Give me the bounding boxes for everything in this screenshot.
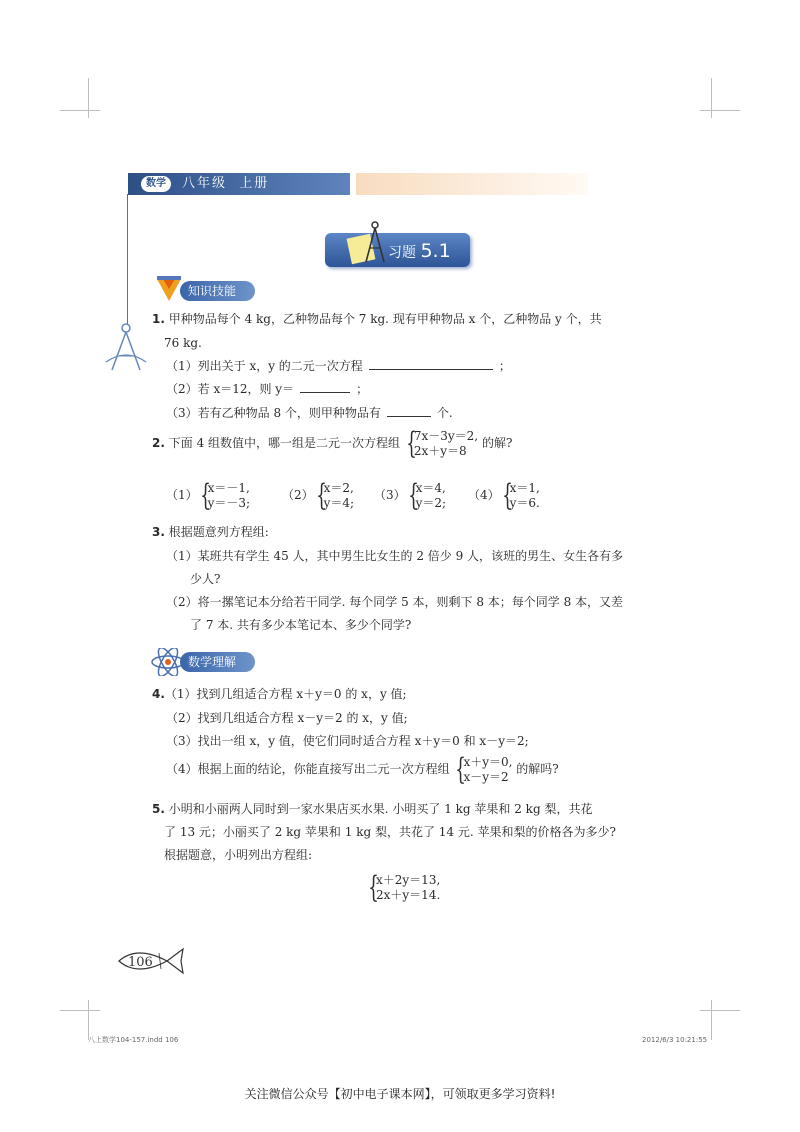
q2-equation-2: 2x＋y＝8: [413, 443, 467, 458]
pencil-tip-icon: [155, 275, 183, 303]
option-eq-b: y＝6.: [509, 495, 540, 510]
crop-mark: [60, 110, 100, 111]
q4-part1: [152, 684, 407, 704]
q1-part1: [166, 356, 511, 376]
q3-part1-line2: 少人?: [190, 572, 221, 586]
option-label: （3）: [374, 488, 406, 502]
q1-part2-text: （2）若 x＝12，则 y＝: [166, 382, 295, 396]
q3-part2-line1: （2）将一摞笔记本分给若干同学. 每个同学 5 本，则剩下 8 本；每个同学 8 本，又差: [166, 595, 624, 609]
print-file-info: 八上数学104-157.indd 106: [88, 1036, 179, 1044]
q1-part2: [166, 379, 368, 399]
option-eq-a: x＝2,: [323, 480, 354, 495]
option-label: （4）: [468, 488, 500, 502]
q5-number: 5.: [152, 802, 165, 816]
footer-note: 关注微信公众号【初中电子课本网】，可领取更多学习资料!: [244, 1087, 556, 1101]
q4-part4-text: （4）根据上面的结论，你能直接写出二元一次方程组: [166, 762, 450, 776]
q2-option-3: [374, 478, 446, 512]
equation-system: { x＋y＝0, x－y＝2: [455, 751, 513, 787]
exercise-number: 5.1: [420, 240, 451, 262]
crop-mark: [700, 1010, 740, 1011]
q5-line1: [152, 799, 592, 819]
crop-mark: [60, 1010, 100, 1011]
page-number: 106: [128, 955, 153, 970]
q1-part3-end: 个.: [436, 406, 453, 420]
q3-text: 根据题意列方程组:: [168, 525, 269, 539]
equation-system: { 7x－3y＝2, 2x＋y＝8: [406, 425, 479, 461]
q4-part3: （3）找出一组 x，y 值，使它们同时适合方程 x＋y＝0 和 x－y＝2;: [166, 734, 529, 748]
option-label: （1）: [166, 488, 198, 502]
q1-part3-text: （3）若有乙种物品 8 个，则甲种物品有: [166, 406, 381, 420]
q2-option-1: [166, 478, 250, 512]
compass-icon: [360, 220, 390, 264]
equation-system: { x＝1, y＝6.: [501, 477, 540, 513]
option-eq-b: y＝－3;: [207, 495, 251, 510]
equation-system: { x＝4, y＝2;: [407, 477, 447, 513]
q2-number: 2.: [152, 436, 165, 450]
section-skills: 知识技能: [180, 281, 255, 301]
q1-line2: 76 kg.: [164, 336, 202, 350]
equation-system: { x＝－1, y＝－3;: [199, 477, 251, 513]
q2-option-2: [282, 478, 354, 512]
answer-blank[interactable]: [300, 380, 350, 393]
q4-number: 4.: [152, 687, 165, 701]
q1-part1-end: ；: [498, 359, 511, 373]
q4-part4: [166, 752, 559, 786]
q5-equation-1: x＋2y＝13,: [376, 872, 441, 887]
grade-label: 八年级 上册: [182, 176, 270, 191]
q4-equation-2: x－y＝2: [463, 769, 509, 784]
q5-line3: 根据题意，小明列出方程组:: [164, 848, 313, 862]
q2-text: 下面 4 组数值中，哪一组是二元一次方程组: [168, 436, 401, 450]
q4-part1-text: （1）找到几组适合方程 x＋y＝0 的 x，y 值;: [164, 687, 407, 701]
q1-part1-text: （1）列出关于 x，y 的二元一次方程: [166, 359, 363, 373]
q4-equation-1: x＋y＝0,: [463, 754, 513, 769]
q1-part3: [166, 403, 453, 423]
crop-mark: [711, 1000, 712, 1040]
exercise-title: [388, 240, 451, 264]
q3-part1-line1: （1）某班共有学生 45 人，其中男生比女生的 2 倍少 9 人，该班的男生、女生各有多: [166, 549, 624, 563]
crop-mark: [88, 1000, 89, 1040]
margin-line: [127, 194, 128, 324]
q3-part2-line2: 了 7 本. 共有多少本笔记本、多少个同学?: [190, 618, 412, 632]
option-eq-a: x＝1,: [509, 480, 540, 495]
answer-blank[interactable]: [387, 404, 431, 417]
q3-intro: [152, 522, 269, 542]
option-eq-b: y＝4;: [323, 495, 355, 510]
crop-mark: [711, 78, 712, 118]
option-eq-b: y＝2;: [415, 495, 447, 510]
q3-number: 3.: [152, 525, 165, 539]
q5-equation-2: 2x＋y＝14.: [376, 887, 441, 902]
crop-mark: [700, 110, 740, 111]
q5-text-1: 小明和小丽两人同时到一家水果店买水果. 小明买了 1 kg 苹果和 2 kg 梨，共花: [168, 802, 593, 816]
q5-line2: 了 13 元；小丽买了 2 kg 苹果和 1 kg 梨，共花了 14 元. 苹果和梨的价格各为多少?: [164, 825, 616, 839]
q5-system: [366, 870, 440, 904]
q1-line1: [152, 309, 602, 329]
header-decoration: [356, 173, 588, 195]
answer-blank[interactable]: [369, 357, 493, 370]
q2-line: [152, 426, 512, 460]
q1-part2-end: ；: [356, 382, 369, 396]
equation-system: { x＝2, y＝4;: [315, 477, 355, 513]
option-label: （2）: [282, 488, 314, 502]
subject-badge: 数学: [141, 176, 171, 192]
q2-equation-1: 7x－3y＝2,: [413, 428, 479, 443]
section-understanding: 数学理解: [180, 652, 255, 672]
crop-mark: [88, 78, 89, 118]
exercise-prefix: 习题: [388, 245, 416, 261]
q1-text-1: 甲种物品每个 4 kg，乙种物品每个 7 kg. 现有甲种物品 x 个，乙种物品 y 个，共: [168, 312, 602, 326]
q2-option-4: [468, 478, 540, 512]
compass-decoration-icon: [100, 322, 152, 374]
q1-number: 1.: [152, 312, 165, 326]
q2-text-end: 的解?: [481, 436, 513, 450]
q4-part2: （2）找到几组适合方程 x－y＝2 的 x，y 值;: [166, 711, 408, 725]
option-eq-a: x＝－1,: [207, 480, 250, 495]
print-timestamp: 2012/6/3 10:21:55: [642, 1036, 708, 1044]
equation-system: { x＋2y＝13, 2x＋y＝14.: [368, 869, 441, 905]
q4-part4-end: 的解吗?: [516, 762, 559, 776]
option-eq-a: x＝4,: [415, 480, 446, 495]
